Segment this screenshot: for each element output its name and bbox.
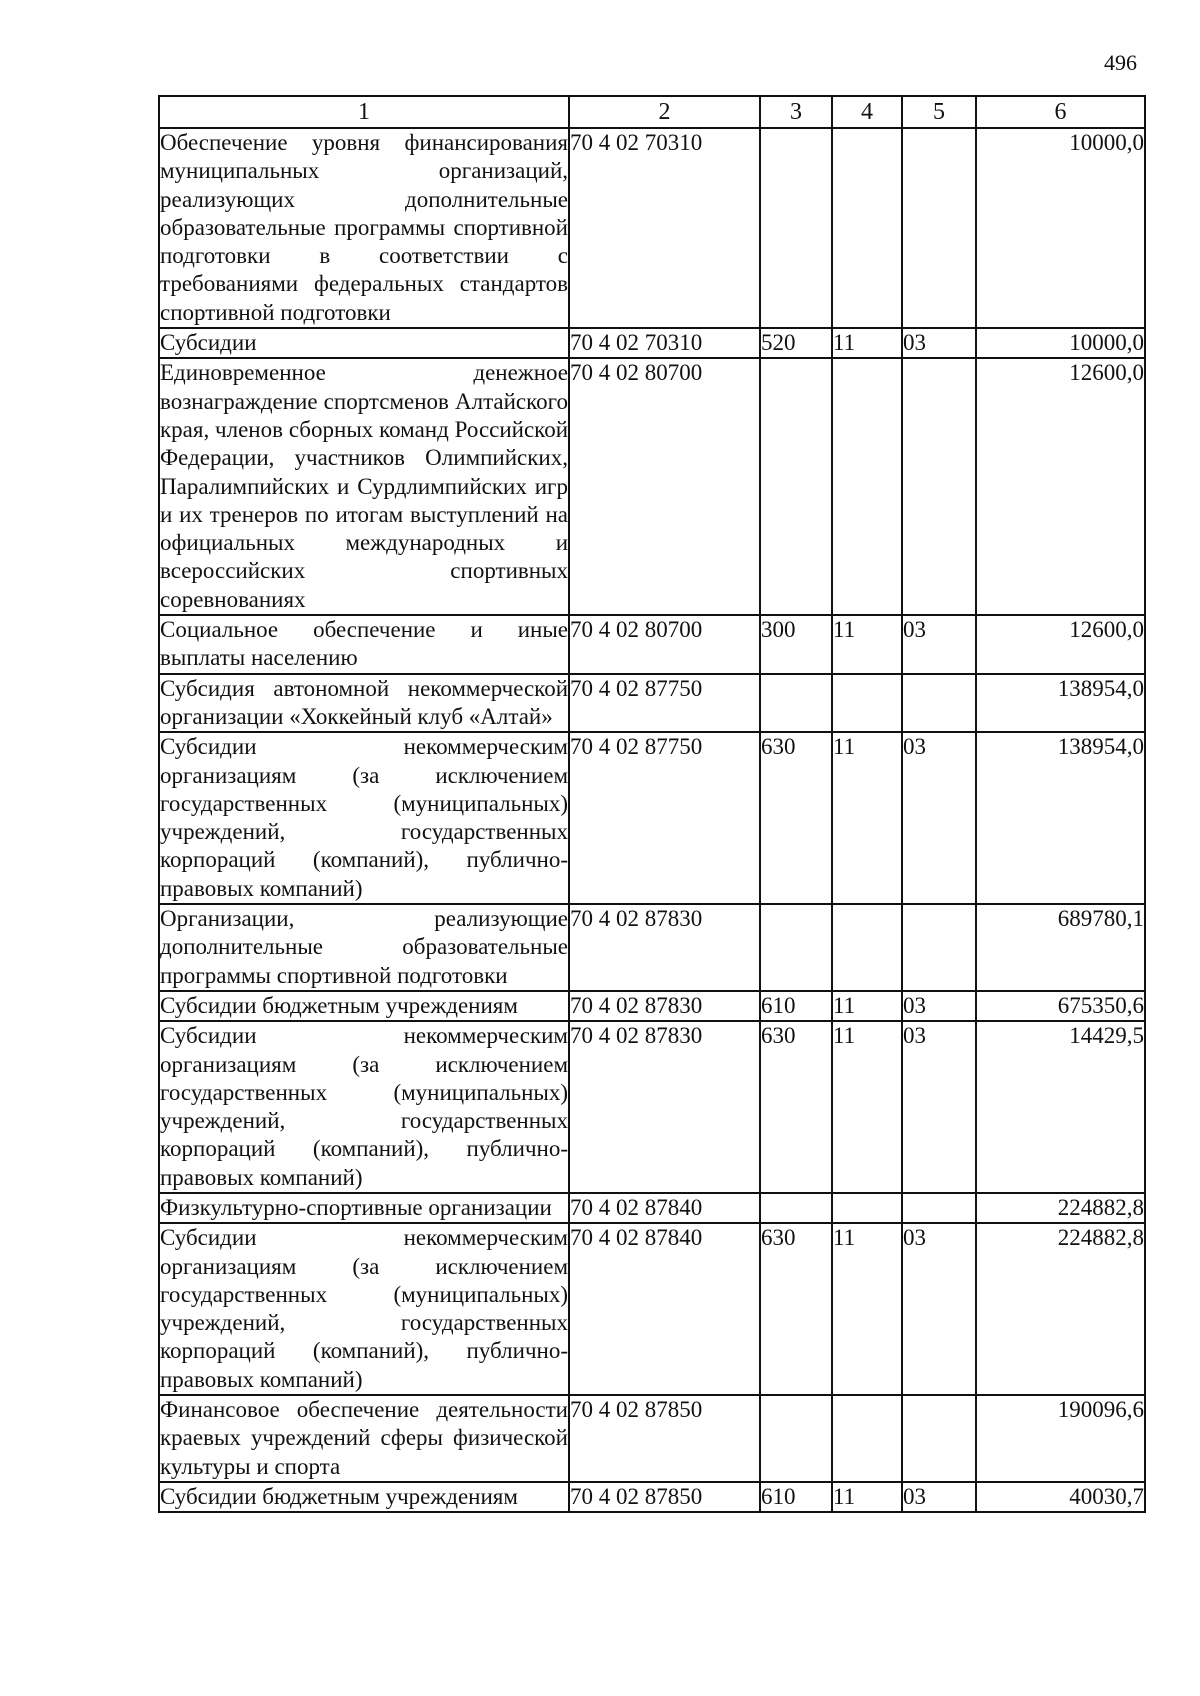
cell-item-name: Единовременное денежное вознаграждение спортсменов Алтайского края, членов сборных команд Российской Федерации, участников Олимпийских, Паралимпийских и Сурдлимпийских игр и их тренеров по итогам выступлений на официальных международных и всероссийских спортивных соревнованиях [159, 358, 569, 615]
table-row [159, 128, 1145, 328]
cell-amount: 40030,7 [976, 1482, 1145, 1512]
cell-amount: 224882,8 [976, 1193, 1145, 1223]
cell-amount: 689780,1 [976, 904, 1145, 991]
cell-amount: 224882,8 [976, 1223, 1145, 1395]
cell-section [832, 1193, 902, 1223]
cell-expense-type [760, 128, 832, 328]
cell-section: 11 [832, 615, 902, 674]
cell-subsection [902, 674, 976, 733]
cell-target-code: 70 4 02 87750 [569, 674, 760, 733]
cell-target-code: 70 4 02 87830 [569, 904, 760, 991]
table-row [159, 904, 1145, 991]
cell-section [832, 1395, 902, 1482]
col-header-3: 3 [760, 96, 832, 128]
cell-target-code: 70 4 02 87850 [569, 1482, 760, 1512]
cell-amount: 12600,0 [976, 615, 1145, 674]
cell-item-name: Субсидия автономной некоммерческой организации «Хоккейный клуб «Алтай» [159, 674, 569, 733]
cell-amount: 12600,0 [976, 358, 1145, 615]
table-row [159, 991, 1145, 1021]
cell-target-code: 70 4 02 87840 [569, 1193, 760, 1223]
cell-section [832, 674, 902, 733]
cell-section [832, 904, 902, 991]
cell-subsection: 03 [902, 1223, 976, 1395]
cell-target-code: 70 4 02 70310 [569, 328, 760, 358]
cell-item-name: Организации, реализующие дополнительные образовательные программы спортивной подготовки [159, 904, 569, 991]
cell-section: 11 [832, 328, 902, 358]
cell-subsection [902, 1395, 976, 1482]
cell-amount: 190096,6 [976, 1395, 1145, 1482]
cell-section [832, 128, 902, 328]
table-row [159, 732, 1145, 904]
cell-section: 11 [832, 732, 902, 904]
cell-target-code: 70 4 02 80700 [569, 358, 760, 615]
table-row [159, 358, 1145, 615]
cell-expense-type [760, 1395, 832, 1482]
table-row [159, 1395, 1145, 1482]
cell-subsection: 03 [902, 1482, 976, 1512]
budget-table [158, 95, 1146, 1513]
cell-section [832, 358, 902, 615]
cell-amount: 675350,6 [976, 991, 1145, 1021]
cell-section: 11 [832, 1223, 902, 1395]
cell-item-name: Субсидии некоммерческим организациям (за исключением государственных (муниципальных) учреждений, государственных корпораций (компаний), публично-правовых компаний) [159, 732, 569, 904]
cell-expense-type: 630 [760, 1021, 832, 1193]
cell-section: 11 [832, 991, 902, 1021]
cell-target-code: 70 4 02 87850 [569, 1395, 760, 1482]
col-header-2: 2 [569, 96, 760, 128]
table-row [159, 1482, 1145, 1512]
col-header-1: 1 [159, 96, 569, 128]
cell-expense-type [760, 358, 832, 615]
table-row [159, 615, 1145, 674]
cell-expense-type: 300 [760, 615, 832, 674]
cell-subsection [902, 1193, 976, 1223]
cell-expense-type [760, 674, 832, 733]
cell-item-name: Субсидии [159, 328, 569, 358]
cell-expense-type: 630 [760, 1223, 832, 1395]
table-row [159, 1223, 1145, 1395]
page-number: 496 [1104, 50, 1137, 75]
table-row [159, 674, 1145, 733]
cell-item-name: Обеспечение уровня финансирования муниципальных организаций, реализующих дополнительные образовательные программы спортивной подготовки в соответствии с требованиями федеральных стандартов спортивной подготовки [159, 128, 569, 328]
cell-target-code: 70 4 02 70310 [569, 128, 760, 328]
table-body [159, 128, 1145, 1512]
table-row [159, 1021, 1145, 1193]
cell-expense-type [760, 1193, 832, 1223]
cell-subsection: 03 [902, 991, 976, 1021]
cell-section: 11 [832, 1482, 902, 1512]
col-header-6: 6 [976, 96, 1145, 128]
cell-item-name: Субсидии некоммерческим организациям (за исключением государственных (муниципальных) учреждений, государственных корпораций (компаний), публично-правовых компаний) [159, 1021, 569, 1193]
cell-expense-type: 610 [760, 991, 832, 1021]
cell-subsection [902, 128, 976, 328]
table-row [159, 1193, 1145, 1223]
cell-amount: 10000,0 [976, 128, 1145, 328]
cell-section: 11 [832, 1021, 902, 1193]
cell-subsection [902, 904, 976, 991]
cell-target-code: 70 4 02 87750 [569, 732, 760, 904]
cell-expense-type: 520 [760, 328, 832, 358]
cell-expense-type: 610 [760, 1482, 832, 1512]
cell-amount: 14429,5 [976, 1021, 1145, 1193]
cell-item-name: Субсидии бюджетным учреждениям [159, 1482, 569, 1512]
cell-amount: 138954,0 [976, 674, 1145, 733]
cell-amount: 138954,0 [976, 732, 1145, 904]
cell-target-code: 70 4 02 80700 [569, 615, 760, 674]
cell-subsection: 03 [902, 732, 976, 904]
cell-item-name: Социальное обеспечение и иные выплаты населению [159, 615, 569, 674]
cell-target-code: 70 4 02 87840 [569, 1223, 760, 1395]
col-header-5: 5 [902, 96, 976, 128]
header-row [159, 96, 1145, 128]
cell-subsection: 03 [902, 328, 976, 358]
table-row [159, 328, 1145, 358]
cell-item-name: Субсидии бюджетным учреждениям [159, 991, 569, 1021]
cell-item-name: Физкультурно-спортивные организации [159, 1193, 569, 1223]
cell-item-name: Финансовое обеспечение деятельности краевых учреждений сферы физической культуры и спорта [159, 1395, 569, 1482]
cell-expense-type [760, 904, 832, 991]
cell-target-code: 70 4 02 87830 [569, 991, 760, 1021]
cell-amount: 10000,0 [976, 328, 1145, 358]
col-header-4: 4 [832, 96, 902, 128]
cell-subsection [902, 358, 976, 615]
cell-target-code: 70 4 02 87830 [569, 1021, 760, 1193]
cell-subsection: 03 [902, 615, 976, 674]
cell-expense-type: 630 [760, 732, 832, 904]
cell-item-name: Субсидии некоммерческим организациям (за исключением государственных (муниципальных) учреждений, государственных корпораций (компаний), публично-правовых компаний) [159, 1223, 569, 1395]
cell-subsection: 03 [902, 1021, 976, 1193]
